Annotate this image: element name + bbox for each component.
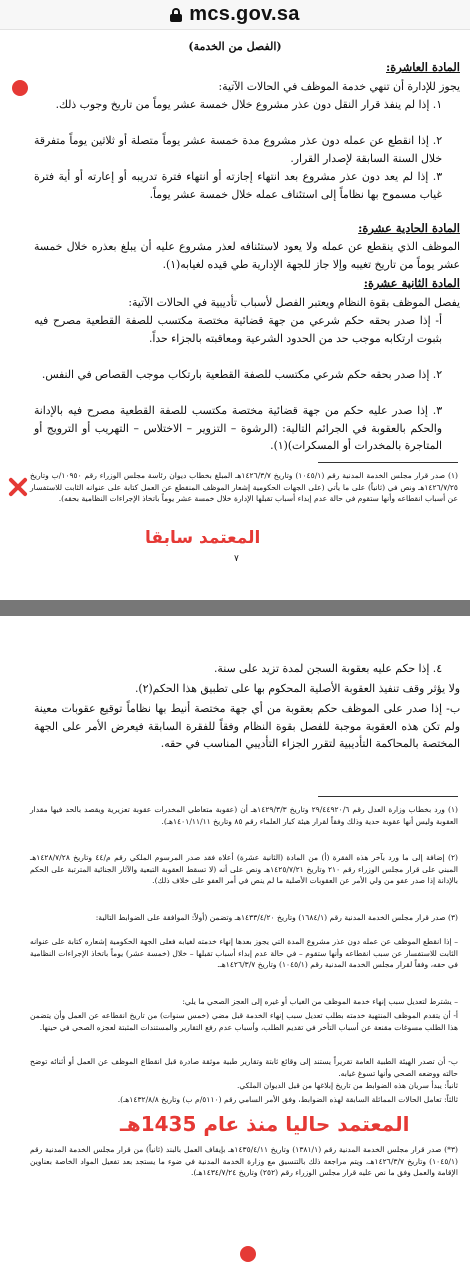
footnote-1: (١) ورد بخطاب وزارة العدل رقم ٢٩/٤٤٩٢٠/٦ وتاريخ ١٤٢٩/٣/٣هـ أن (عقوبة متعاطي المخدرات عقوبة تعزيرية ويقصد بالحد فيها مقدار العقوبة وليس أنها عقوبة حدية وذلك وفقاً لقرار هيئة كبار العلماء رقم ٨٥ وتاريخ ١٤٠١/١١/١١هـ). (30, 805, 458, 826)
article-12-intro: يفصل الموظف بقوة النظام ويعتبر الفصل لأسباب تأديبية في الحالات الآتية: (128, 296, 460, 309)
footnote-rule-2 (318, 796, 458, 797)
red-dot-marker (12, 80, 28, 96)
footnote-3-second: ثانياً: يبدأ سريان هذه الضوابط من تاريخ إبلاغها من قبل الديوان الملكي. (236, 1081, 458, 1090)
article-10-intro: يجوز للإدارة أن تنهي خدمة الموظف في الحالات الآتية: (218, 80, 460, 93)
article-10-item-3: ٣. إذا لم يعد دون عذر مشروع بعد انتهاء إجازته أو انتهاء فترة تدريبه أو إعارته أو أية فترة غياب مسموح بها نظاماً إلى استئناف عمله خلال خمسة عشر يوماً. (34, 170, 442, 201)
article-11-text: الموظف الذي ينقطع عن عمله ولا يعود لاستئنافه لعذر مشروع عليه أن يبلغ بعذره خلال خمسة عشر يوماً من تاريخ تغيبه وإلا جاز للجهة الإدارية طي قيده لغيابه(١). (34, 240, 460, 271)
article-12-item-2: ٢. إذا صدر بحقه حكم شرعي مكتسب للصفة القطعية بارتكاب موجب القصاص في النفس. (41, 368, 442, 381)
document-page-1 (0, 34, 470, 586)
article-10-item-1: ١. إذا لم ينفذ قرار النقل دون عذر مشروع خلال خمسة عشر يوماً من تاريخ وجوب ذلك. (55, 98, 442, 111)
article-10-item-2: ٢. إذا انقطع عن عمله دون عذر مشروع مدة خمسة عشر يوماً متصلة أو ثلاثين يوماً متفرقة خلال السنة السابقة لإصدار القرار. (34, 134, 442, 165)
lock-icon (170, 8, 182, 22)
domain-text: mcs.gov.sa (189, 3, 300, 25)
suspension-note: ولا يؤثر وقف تنفيذ العقوبة الأصلية المحكوم بها على تطبيق هذا الحكم(٢). (135, 682, 460, 695)
document-page-2 (0, 616, 470, 1280)
article-12-item-3: ٣. إذا صدر عليه حكم من جهة قضائية مختصة مكتسب للصفة القطعية مصرح فيه بالإدانة والحكم بالعقوبة في الجرائم التالية: (الرشوة – التزوير – الاختلاس – التهريب أو الترويج أو المتاجرة بالمخدرات أو المسكرات)(١). (34, 404, 442, 452)
annotation-previous: المعتمد سابقا (145, 528, 261, 548)
page-number: ٧ (234, 554, 239, 564)
footnote-3-clause-1: – إذا انقطع الموظف عن عمله دون عذر مشروع المدة التي يجوز بعدها إنهاء خدمته لغيابه فعلى الجهة الحكومية إشعاره كتابة على عنوانه الثابت للاستفسار عن سبب انقطاعه وأنها ستقوم – في حالة عدم إبداء أسباب تقبلها – خلال (خمسة عشر) يوماً باتخاذ الإجراءات النظامية في حقه، وفقاً لقرار مجلس الخدمة المدنية رقم (١٠٤٥/١) وتاريخ ١٤٢٦/٣/٧هـ. (30, 937, 458, 969)
footnote-3-third: ثالثاً: تعامل الحالات المماثلة السابقة لهذه الضوابط، وفق الأمر السامي رقم (٥١١٠/م ب) وتاريخ ١٤٣٢/٨/٨هـ). (117, 1095, 458, 1104)
article-12-title: المادة الثانية عشرة: (363, 276, 460, 290)
footnote-3-clause-b: ب- أن تصدر الهيئة الطبية العامة تقريراً يستند إلى وقائع ثابتة وتقارير طبية موثقة صادرة قبل انقطاع الموظف عن العمل أو أثنائه توضح حالته ووضعه الصحي وأنها تسوغ غيابه. (30, 1057, 458, 1078)
footnote-3-clause-2: – يشترط لتعديل سبب إنهاء خدمة الموظف من الغياب أو غيره إلى العجز الصحي ما يلي: (182, 997, 458, 1006)
article-12-item-a: أ- إذا صدر بحقه حكم شرعي من جهة قضائية مختصة مكتسب للصفة القطعية مصرح فيه بثبوت ارتكابه موجب حد من الحدود الشرعية ومعاقبته بالجزاء حداً. (34, 314, 442, 345)
article-11-title: المادة الحادية عشرة: (358, 221, 460, 235)
footnote-3: (٣) صدر قرار مجلس الخدمة المدنية رقم (١٦٨٤/١) وتاريخ ١٤٣٣/٤/٢٠هـ وتضمن (أولاً: الموافقة على الضوابط التالية: (95, 913, 458, 922)
article-12-item-b: ب- إذا صدر على الموظف حكم بعقوبة من أي جهة مختصة أنيط بها نظاماً توقيع عقوبات معينة ولم تكن هذه العقوبة موجبة للفصل بقوة النظام وفقاً للفقرة السابقة فيعرض الأمر على الجهة المختصة بالمحاكمة التأديبية لتقرر الجزاء التأديبي المناسب في حقه. (34, 702, 460, 750)
url-bar[interactable] (0, 0, 470, 30)
footnote-2: (٢) إضافة إلى ما ورد بآخر هذه الفقرة (أ) من المادة (الثانية عشرة) أعلاه فقد صدر المرسوم الملكي رقم م/٤٤ وتاريخ ١٤٢٨/٧/٢٨هـ المبني على قرار مجلس الوزراء رقم ٢١٠ وتاريخ ١٤٢٥/٧/٢١هـ ونص على أنه (لا تسقط العقوبة التبعية والآثار الجنائية المترتبة على الحكم بالإدانة إذا صدر عفو من ولي الأمر عن العقوبات الأصلية ما لم ينص في أمر العفو على خلاف ذلك). (30, 853, 458, 885)
red-dot-marker-bottom (240, 1246, 256, 1262)
footnote-3-clause-a: أ- أن يتقدم الموظف المنتهية خدمته بطلب تعديل سبب إنهاء الخدمة قبل مضي (خمس سنوات) من تاريخ انقطاعه عن العمل وأن يتضمن هذا الطلب مسوغات مقنعة عن أسباب التأخر في تقديم الطلب، وأسباب عدم رفع التقارير والمستندات المثبتة لعجزه الصحي في حينها. (30, 1011, 458, 1032)
article-12-item-4: ٤. إذا حكم عليه بعقوبة السجن لمدة تزيد على سنة. (213, 662, 442, 675)
footnote-rule (318, 462, 458, 463)
footnote: (١) صدر قرار مجلس الخدمة المدنية رقم (١٠٤٥/١) وتاريخ ١٤٢٦/٣/٧هـ المبلغ بخطاب ديوان رئاسة مجلس الوزراء رقم ١٠٩٥٠/ب وتاريخ ١٤٢٦/٧/٢٥هـ ونص في (ثانياً) على ما يأتي (على الجهات الحكومية إشعار الموظف المنقطع عن العمل كتابة على عنوانه الثابت للاستفسار عن أسباب انقطاعه وأنها ستقوم في حالة عدم إبداء أسباب تقبلها الإدارة خلال خمسة عشر يوماً باتخاذ الإجراءات النظامية بحقه). (30, 471, 458, 503)
footnote-3-star: (٣*) صدر قرار مجلس الخدمة المدنية رقم (١٣٨١/١) وتاريخ ١٤٣٥/٤/١١هـ بإيقاف العمل بالبند (ثانياً) من قرار مجلس الخدمة المدنية رقم (١٠٤٥/١) وتاريخ ١٤٢٦/٣/٧هـ، ويتم مراجعة ذلك بالتنسيق مع وزارة الخدمة المدنية في ضوء ما يستجد بعد تفعيل المواد الخاصة بعناوين الإقامة والعمل وفق ما نص عليه قرار مجلس الوزراء رقم (٢٥٢) وتاريخ ١٤٣٤/٧/٢٤هـ). (30, 1145, 458, 1177)
page-separator (0, 600, 470, 616)
red-x-mark (7, 476, 29, 498)
article-10-title: المادة العاشرة: (385, 60, 460, 74)
annotation-current: المعتمد حاليا منذ عام 1435هـ (120, 1112, 410, 1136)
section-header: (الفصل من الخدمة) (188, 40, 282, 53)
